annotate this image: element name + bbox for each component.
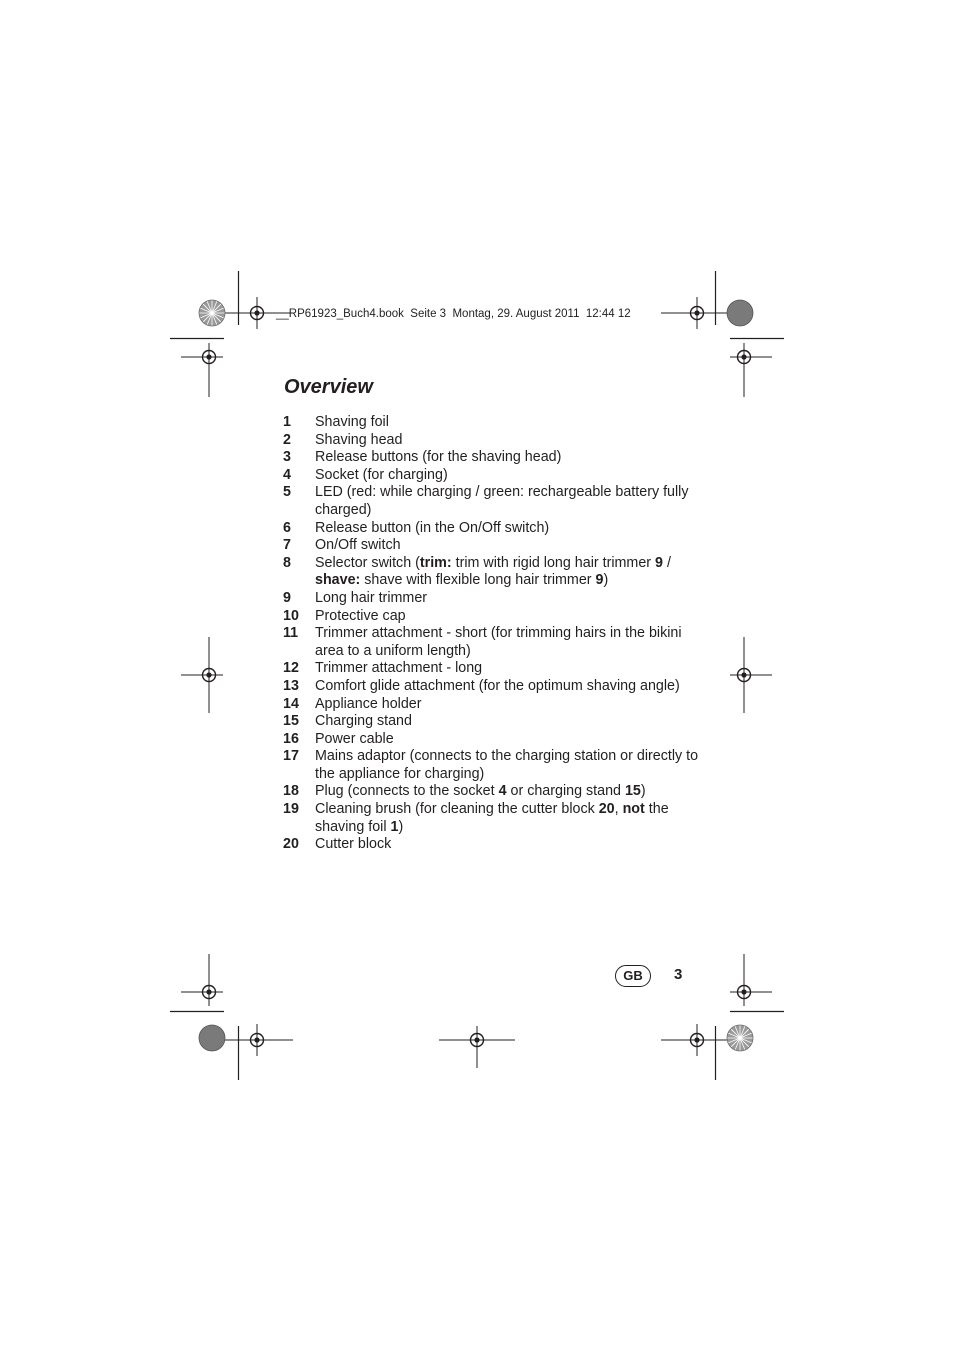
list-item (283, 414, 703, 432)
item-number: 3 (283, 449, 291, 466)
item-text: Cutter block (315, 836, 392, 853)
item-number: 12 (283, 660, 299, 677)
list-item (283, 696, 703, 714)
page-number: 3 (674, 966, 683, 983)
registration-crosshair-icon (181, 954, 223, 1006)
item-text: trim with rigid long hair trimmer (451, 554, 656, 571)
item-number: 19 (283, 801, 299, 818)
registration-crosshair-icon (661, 297, 733, 329)
item-text: Release button (in the On/Off switch) (315, 519, 550, 536)
item-text: Appliance holder (315, 695, 422, 712)
item-text-bold: 15 (624, 783, 641, 800)
item-text: Release buttons (for the shaving head) (315, 449, 562, 466)
color-target-star-icon (727, 1025, 753, 1051)
registration-crosshair-icon (439, 1026, 515, 1068)
item-text-bold: trim: (419, 554, 452, 571)
item-number: 5 (283, 484, 291, 501)
item-number: 15 (283, 713, 299, 730)
item-text-bold: not (622, 801, 645, 818)
item-text: ) (603, 572, 609, 589)
item-text: Power cable (315, 730, 394, 747)
color-target-star-icon (199, 300, 225, 326)
item-text: Plug (connects to the socket (315, 783, 499, 800)
item-text-bold: 9 (655, 554, 663, 571)
item-number: 1 (283, 414, 291, 430)
item-number: 13 (283, 677, 299, 694)
item-number: 2 (283, 431, 291, 448)
item-text: Mains adaptor (connects to the charging station or directly to the appliance for charging) (315, 748, 699, 782)
list-item (283, 537, 703, 555)
item-text: , (614, 801, 623, 818)
list-item (283, 590, 703, 608)
list-item (283, 484, 703, 519)
list-item (283, 625, 703, 660)
item-text: ) (398, 818, 404, 835)
registration-crosshair-icon (181, 343, 223, 397)
item-number: 7 (283, 537, 291, 554)
item-text: LED (red: while charging / green: rechargeable battery fully charged) (315, 484, 689, 518)
item-text: Trimmer attachment - short (for trimming hairs in the bikini area to a uniform length) (315, 625, 682, 659)
item-text: Cleaning brush (for cleaning the cutter block (315, 801, 599, 818)
item-text-bold: shave: (315, 572, 361, 589)
item-text: / (662, 554, 671, 571)
list-item (283, 608, 703, 626)
item-text: or charging stand (506, 783, 625, 800)
list-item (283, 449, 703, 467)
registration-crosshair-icon (661, 1024, 733, 1056)
list-item (283, 432, 703, 450)
item-number: 17 (283, 748, 299, 765)
item-text: Long hair trimmer (315, 589, 428, 606)
color-target-solid-icon (727, 300, 753, 326)
item-text-bold: 4 (498, 783, 507, 800)
color-target-solid-icon (199, 1025, 225, 1051)
item-text: Selector switch ( (315, 554, 420, 571)
item-number: 6 (283, 519, 291, 536)
list-item (283, 783, 703, 801)
item-number: 8 (283, 554, 291, 571)
list-item (283, 836, 703, 854)
item-text: Charging stand (315, 713, 412, 730)
registration-crosshair-icon (730, 954, 772, 1006)
list-item (283, 660, 703, 678)
item-text: Socket (for charging) (315, 466, 448, 483)
list-item (283, 748, 703, 783)
item-number: 4 (283, 466, 291, 483)
item-text: Shaving foil (315, 414, 389, 430)
item-text: shave with flexible long hair trimmer (360, 572, 596, 589)
list-item (283, 731, 703, 749)
item-number: 14 (283, 695, 299, 712)
item-text: ) (640, 783, 646, 800)
item-number: 20 (283, 836, 299, 853)
registration-crosshair-icon (221, 1024, 293, 1056)
list-item (283, 555, 703, 590)
item-number: 11 (283, 625, 299, 642)
item-text: Protective cap (315, 607, 406, 624)
item-text-bold: 1 (390, 818, 399, 835)
item-number: 10 (283, 607, 299, 624)
list-item (283, 520, 703, 538)
item-text: Shaving head (315, 431, 403, 448)
list-item (283, 678, 703, 696)
item-text: Trimmer attachment - long (315, 660, 483, 677)
registration-crosshair-icon (730, 637, 772, 713)
list-item (283, 467, 703, 485)
list-item (283, 713, 703, 731)
item-number: 16 (283, 730, 299, 747)
item-text: the shaving foil (315, 801, 669, 835)
print-file-info: __RP61923_Buch4.book Seite 3 Montag, 29. August 2011 12:44 12 (276, 308, 631, 320)
item-text: Comfort glide attachment (for the optimum shaving angle) (315, 677, 680, 694)
registration-crosshair-icon (181, 637, 223, 713)
item-number: 9 (283, 589, 291, 606)
item-text-bold: 20 (598, 801, 615, 818)
list-item (283, 801, 703, 836)
language-badge: GB (615, 965, 651, 987)
registration-crosshair-icon (730, 343, 772, 397)
item-text-bold: 9 (595, 572, 604, 589)
section-title: Overview (284, 376, 373, 398)
parts-overview-list (283, 414, 703, 854)
item-text: On/Off switch (315, 537, 401, 554)
item-number: 18 (283, 783, 299, 800)
